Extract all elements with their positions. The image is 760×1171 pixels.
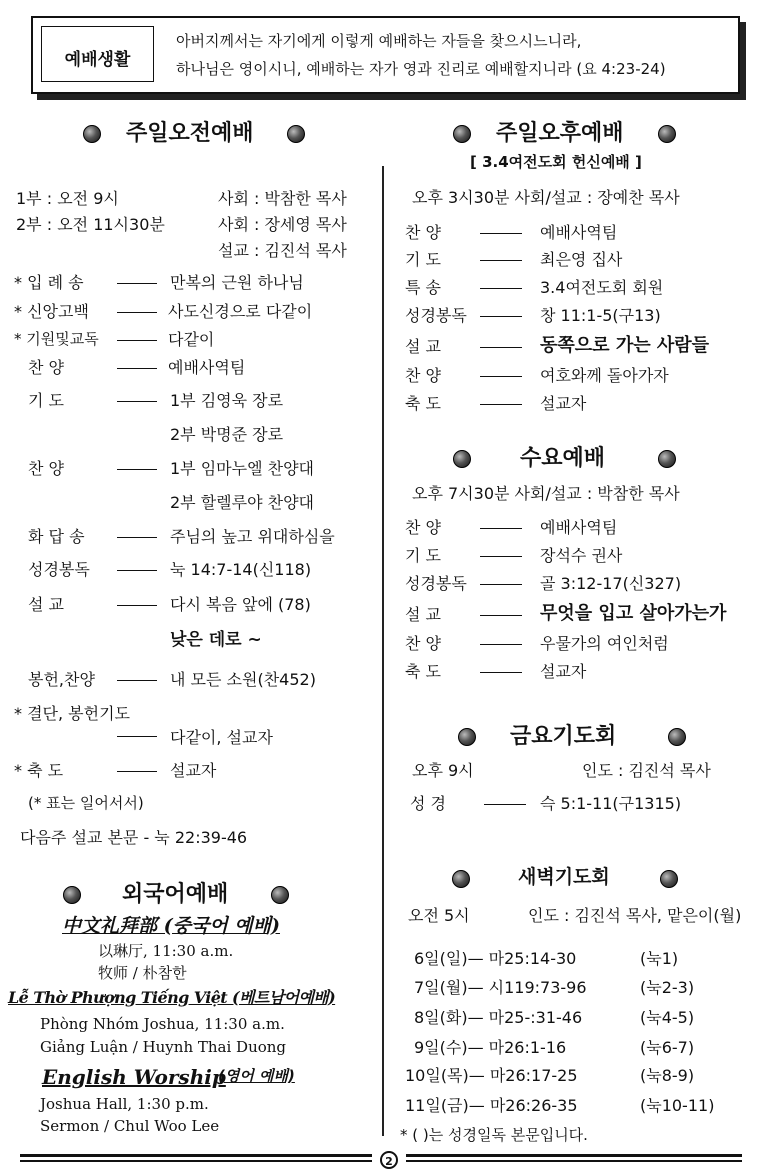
morning-item-label: 찬 양 xyxy=(28,358,64,377)
leader-line xyxy=(117,605,157,606)
leader-line xyxy=(480,404,522,405)
morning-item-label: * 결단, 봉헌기도 xyxy=(14,704,130,723)
afternoon-item-label: 설 교 xyxy=(405,337,441,356)
bullet-icon xyxy=(668,728,686,746)
morning-sermon-title: 낮은 데로 ~ xyxy=(170,630,262,650)
bullet-icon xyxy=(453,125,471,143)
dawn-day: 6일(일)— 마25:14-30 xyxy=(414,949,577,968)
morning-item-value: 주님의 높고 위대하심을 xyxy=(170,527,335,546)
leader-line xyxy=(117,368,157,369)
next-sermon: 다음주 설교 본문 - 눅 22:39-46 xyxy=(20,828,248,847)
chinese-line1: 以琳厅, 11:30 a.m. xyxy=(98,942,234,960)
afternoon-item-label: 축 도 xyxy=(405,394,441,413)
leader-line xyxy=(117,736,157,737)
morning-item-value: 1부 김영욱 장로 xyxy=(170,391,284,410)
friday-leader: 인도 : 김진석 목사 xyxy=(582,761,711,780)
morning-item-label: 성경봉독 xyxy=(28,560,90,579)
bullet-icon xyxy=(452,870,470,888)
leader-line xyxy=(480,644,522,645)
morning-service2-host: 사회 : 장세영 목사 xyxy=(218,215,347,234)
leader-line xyxy=(480,347,522,348)
header-verse-line1: 아버지께서는 자기에게 이렇게 예배하는 자들을 찾으시느니라, xyxy=(176,32,582,50)
afternoon-item-value: 예배사역팀 xyxy=(540,223,618,242)
dawn-title: 새벽기도회 xyxy=(518,866,610,888)
wednesday-item-value: 설교자 xyxy=(540,662,587,681)
english-line1: Joshua Hall, 1:30 p.m. xyxy=(40,1095,209,1113)
morning-item-value: 2부 박명준 장로 xyxy=(170,425,284,444)
friday-title: 금요기도회 xyxy=(510,724,617,749)
afternoon-title: 주일오후예배 xyxy=(496,121,624,146)
afternoon-item-label: 특 송 xyxy=(405,278,441,297)
footer-rule-right xyxy=(406,1154,742,1157)
leader-line xyxy=(117,401,157,402)
wednesday-item-value: 우물가의 여인처럼 xyxy=(540,634,669,653)
afternoon-item-value: 창 11:1-5(구13) xyxy=(540,306,661,325)
leader-line xyxy=(480,556,522,557)
dawn-note: * ( )는 성경일독 본문입니다. xyxy=(400,1126,588,1144)
afternoon-subtitle: [ 3.4여전도회 헌신예배 ] xyxy=(470,153,642,171)
wednesday-time-host: 오후 7시30분 사회/설교 : 박참한 목사 xyxy=(412,484,680,503)
morning-item-value: 예배사역팀 xyxy=(168,358,246,377)
morning-item-value: 다같이 xyxy=(168,330,215,349)
vietnamese-line1: Phòng Nhóm Joshua, 11:30 a.m. xyxy=(40,1015,285,1033)
morning-service1-time: 1부 : 오전 9시 xyxy=(16,189,119,208)
leader-line xyxy=(480,528,522,529)
morning-title: 주일오전예배 xyxy=(126,121,254,146)
leader-line xyxy=(117,537,157,538)
dawn-reading: (눅6-7) xyxy=(640,1038,695,1057)
wednesday-title: 수요예배 xyxy=(520,446,606,471)
header-label: 예배생활 xyxy=(64,50,131,70)
dawn-reading: (눅4-5) xyxy=(640,1008,695,1027)
dawn-reading: (눅2-3) xyxy=(640,978,695,997)
morning-item-label: 찬 양 xyxy=(28,459,64,478)
morning-item-value: 다같이, 설교자 xyxy=(170,728,273,747)
leader-line xyxy=(480,615,522,616)
afternoon-time-host: 오후 3시30분 사회/설교 : 장예찬 목사 xyxy=(412,188,680,207)
leader-line xyxy=(117,680,157,681)
bullet-icon xyxy=(453,450,471,468)
afternoon-item-value: 최은영 집사 xyxy=(540,250,623,269)
dawn-day: 10일(목)— 마26:17-25 xyxy=(405,1066,578,1085)
footer-rule-right-thin xyxy=(406,1160,742,1162)
wednesday-sermon-title: 무엇을 입고 살아가는가 xyxy=(540,603,727,624)
wednesday-item-value: 장석수 권사 xyxy=(540,546,623,565)
dawn-reading: (눅8-9) xyxy=(640,1066,695,1085)
header-verse-line2: 하나님은 영이시니, 예배하는 자가 영과 진리로 예배할지니라 (요 4:23-24) xyxy=(176,60,666,78)
afternoon-item-label: 찬 양 xyxy=(405,366,441,385)
english-title: English Worship xyxy=(42,1065,226,1089)
afternoon-item-label: 찬 양 xyxy=(405,223,441,242)
bullet-icon xyxy=(660,870,678,888)
bullet-icon xyxy=(458,728,476,746)
morning-item-value: 사도신경으로 다같이 xyxy=(168,302,313,321)
bullet-icon xyxy=(83,125,101,143)
afternoon-item-label: 성경봉독 xyxy=(405,306,467,325)
leader-line xyxy=(480,260,522,261)
morning-item-value: 내 모든 소원(찬452) xyxy=(170,670,316,689)
morning-item-label: 기 도 xyxy=(28,391,64,410)
dawn-reading: (눅10-11) xyxy=(640,1096,715,1115)
foreign-title: 외국어예배 xyxy=(122,882,229,907)
leader-line xyxy=(484,804,526,805)
wednesday-item-label: 찬 양 xyxy=(405,634,441,653)
leader-line xyxy=(117,469,157,470)
wednesday-item-label: 찬 양 xyxy=(405,518,441,537)
dawn-reading: (눅1) xyxy=(640,949,679,968)
afternoon-sermon-title: 동쪽으로 가는 사람들 xyxy=(540,335,710,356)
column-divider xyxy=(382,166,384,1136)
morning-preacher: 설교 : 김진석 목사 xyxy=(218,241,347,260)
vietnamese-line2: Giảng Luận / Huynh Thai Duong xyxy=(40,1038,287,1056)
leader-line xyxy=(117,340,157,341)
footer-rule-left xyxy=(20,1154,372,1157)
leader-line xyxy=(117,312,157,313)
dawn-leader: 인도 : 김진석 목사, 맡은이(월) xyxy=(528,906,742,925)
afternoon-item-value: 설교자 xyxy=(540,394,587,413)
morning-item-label: 화 답 송 xyxy=(28,527,85,546)
leader-line xyxy=(117,283,157,284)
bullet-icon xyxy=(658,125,676,143)
bullet-icon xyxy=(287,125,305,143)
page-number: 2 xyxy=(380,1151,398,1169)
leader-line xyxy=(117,771,157,772)
morning-service2-time: 2부 : 오전 11시30분 xyxy=(16,215,165,234)
wednesday-item-value: 예배사역팀 xyxy=(540,518,618,537)
morning-item-label: * 기원및교독 xyxy=(14,330,99,348)
morning-item-label: * 입 례 송 xyxy=(14,273,84,292)
dawn-day: 11일(금)— 마26:26-35 xyxy=(405,1096,578,1115)
english-line2: Sermon / Chul Woo Lee xyxy=(40,1117,220,1135)
wednesday-item-value: 골 3:12-17(신327) xyxy=(540,574,682,593)
leader-line xyxy=(117,570,157,571)
wednesday-item-label: 성경봉독 xyxy=(405,574,467,593)
friday-scripture-label: 성 경 xyxy=(410,794,446,813)
morning-item-label: 봉헌,찬양 xyxy=(28,670,95,689)
morning-item-label: * 축 도 xyxy=(14,761,64,780)
vietnamese-title: Lễ Thờ Phượng Tiếng Việt (베트남어예배) xyxy=(8,988,336,1007)
stand-note: (* 표는 일어서서) xyxy=(28,794,144,812)
dawn-time: 오전 5시 xyxy=(408,906,470,925)
leader-line xyxy=(480,672,522,673)
afternoon-item-value: 3.4여전도회 회원 xyxy=(540,278,664,297)
leader-line xyxy=(480,288,522,289)
morning-item-value: 눅 14:7-14(신118) xyxy=(170,560,312,579)
wednesday-item-label: 설 교 xyxy=(405,605,441,624)
chinese-title: 中文礼拜部 (중국어 예배) xyxy=(62,915,280,937)
morning-item-label: * 신앙고백 xyxy=(14,302,89,321)
leader-line xyxy=(480,316,522,317)
dawn-day: 8일(화)— 마25-:31-46 xyxy=(414,1008,583,1027)
wednesday-item-label: 기 도 xyxy=(405,546,441,565)
wednesday-item-label: 축 도 xyxy=(405,662,441,681)
leader-line xyxy=(480,233,522,234)
dawn-day: 7일(월)— 시119:73-96 xyxy=(414,978,587,997)
morning-item-value: 1부 임마누엘 찬양대 xyxy=(170,459,314,478)
footer-rule-left-thin xyxy=(20,1160,372,1162)
morning-item-value: 다시 복음 앞에 (78) xyxy=(170,595,311,614)
chinese-line2: 牧师 / 朴참한 xyxy=(98,964,187,982)
dawn-day: 9일(수)— 마26:1-16 xyxy=(414,1038,567,1057)
friday-scripture: 슥 5:1-11(구1315) xyxy=(540,794,682,813)
morning-item-value: 설교자 xyxy=(170,761,217,780)
leader-line xyxy=(480,584,522,585)
morning-item-value: 만복의 근원 하나님 xyxy=(170,273,304,292)
leader-line xyxy=(480,376,522,377)
bullet-icon xyxy=(658,450,676,468)
afternoon-item-label: 기 도 xyxy=(405,250,441,269)
morning-service1-host: 사회 : 박참한 목사 xyxy=(218,189,347,208)
friday-time: 오후 9시 xyxy=(412,761,474,780)
bullet-icon xyxy=(271,886,289,904)
bullet-icon xyxy=(63,886,81,904)
afternoon-item-value: 여호와께 돌아가자 xyxy=(540,366,669,385)
english-title-sub: (영어 예배) xyxy=(218,1067,295,1085)
morning-item-label: 설 교 xyxy=(28,595,64,614)
morning-item-value: 2부 할렐루야 찬양대 xyxy=(170,493,314,512)
